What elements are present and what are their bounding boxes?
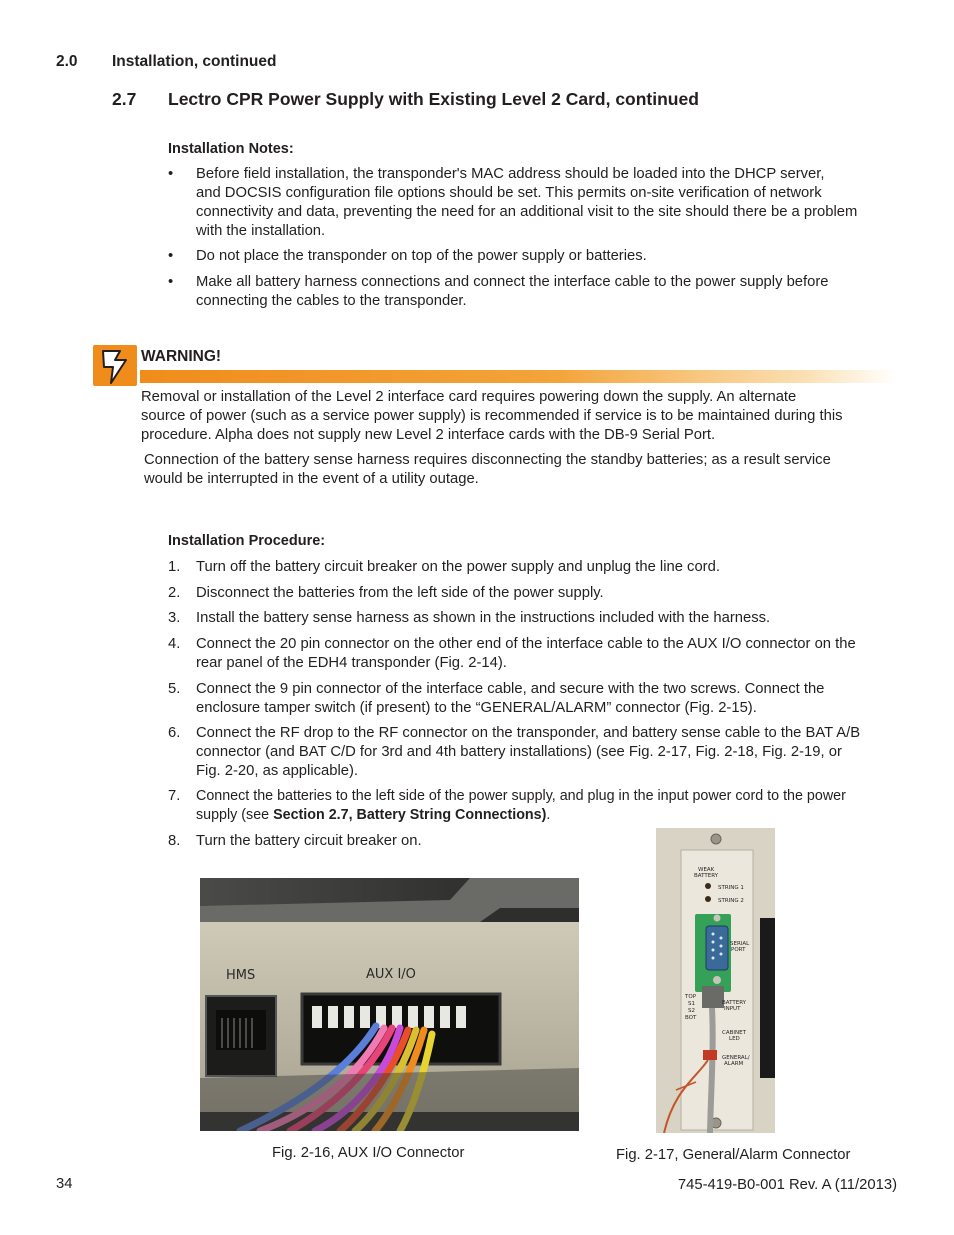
procedure-step: 4. Connect the 20 pin connector on the other end of the interface cable to the AUX I/O connector on the rear panel of the EDH4 transponder (Fig. 2-14). bbox=[168, 636, 856, 671]
hms-label: HMS bbox=[226, 968, 256, 983]
note-text: Do not place the transponder on top of the power supply or batteries. bbox=[196, 248, 647, 264]
subsection-title: Lectro CPR Power Supply with Existing Level 2 Card, continued bbox=[168, 89, 699, 109]
procedure-heading: Installation Procedure: bbox=[168, 533, 326, 549]
procedure-step: 2. Disconnect the batteries from the left side of the power supply. bbox=[168, 585, 604, 601]
figure-caption: Fig. 2-16, AUX I/O Connector bbox=[272, 1145, 465, 1161]
notes-heading: Installation Notes: bbox=[168, 141, 294, 157]
lightning-warning-icon bbox=[93, 345, 137, 386]
warning-paragraph: Connection of the battery sense harness requires disconnecting the standby batteries; as a result service would be interrupted in the event of a utility outage. bbox=[144, 452, 831, 487]
procedure-step: 3. Install the battery sense harness as shown in the instructions included with the harness. bbox=[168, 610, 771, 626]
bullet: • bbox=[168, 274, 174, 290]
procedure-step: 7. Connect the batteries to the left side of the power supply, and plug in the input power cord to the power supply (see Section 2.7, Battery String Connections). bbox=[168, 788, 846, 823]
procedure-step: 8. Turn the battery circuit breaker on. bbox=[168, 833, 422, 849]
string2-label: STRING 2 bbox=[718, 898, 744, 904]
section-number: 2.0 bbox=[56, 53, 78, 70]
bullet: • bbox=[168, 166, 174, 182]
procedure-step: 5. Connect the 9 pin connector of the interface cable, and secure with the two screws. Connect the enclosure tamper switch (if present) to the “GENERAL/ALARM” connector (Fig. 2-15). bbox=[168, 681, 825, 716]
s1-label: S1 bbox=[688, 1001, 695, 1007]
section-title: Installation, continued bbox=[112, 53, 277, 70]
general-alarm-photo bbox=[656, 828, 775, 1133]
warning-paragraph: Removal or installation of the Level 2 interface card requires powering down the supply. An alternate source of power (such as a service power supply) is recommended if service is to be maintained during this procedure. Alpha does not supply new Level 2 interface cards with the DB-9 Serial Port. bbox=[141, 389, 843, 443]
weak-label: WEAK bbox=[698, 867, 715, 873]
list-item bbox=[168, 165, 908, 241]
battery-label: BATTERY bbox=[694, 873, 719, 879]
input-label: INPUT bbox=[724, 1006, 741, 1012]
battery-input-label: BATTERY bbox=[722, 1000, 747, 1006]
s2-label: S2 bbox=[688, 1008, 695, 1014]
string1-label: STRING 1 bbox=[718, 885, 744, 891]
section-reference: Section 2.7, Battery String Connections) bbox=[273, 807, 547, 823]
figure-caption: Fig. 2-17, General/Alarm Connector bbox=[616, 1147, 851, 1163]
warning-title: WARNING! bbox=[141, 348, 222, 365]
port-label: PORT bbox=[731, 947, 746, 953]
cabinet-label: CABINET bbox=[722, 1030, 746, 1036]
procedure-step: 1. Turn off the battery circuit breaker on the power supply and unplug the line cord. bbox=[168, 559, 720, 575]
list-item bbox=[168, 247, 908, 266]
alarm-label: ALARM bbox=[724, 1061, 744, 1067]
aux-io-label: AUX I/O bbox=[366, 967, 416, 982]
warning-rule bbox=[140, 370, 896, 383]
bullet: • bbox=[168, 248, 174, 264]
bot-label: BOT bbox=[685, 1015, 697, 1021]
note-text: Before field installation, the transponder's MAC address should be loaded into the DHCP server, and DOCSIS configuration file options should be set. This permits on-site verification of network connectivity and data, preventing the need for an additional visit to the site should there be a problem with the installation. bbox=[196, 166, 858, 239]
general-label: GENERAL/ bbox=[722, 1055, 750, 1061]
subsection-number: 2.7 bbox=[112, 89, 137, 109]
document-id: 745-419-B0-001 Rev. A (11/2013) bbox=[677, 1177, 897, 1193]
procedure-step: 6. Connect the RF drop to the RF connector on the transponder, and battery sense cable to the BAT A/B connector (and BAT C/D for 3rd and 4th battery installations) (see Fig. 2-17, Fig. 2-18, Fig. 2-19, or Fig. 2-20, as applicable). bbox=[168, 725, 861, 779]
serial-label: SERIAL bbox=[730, 941, 750, 947]
note-text: Make all battery harness connections and connect the interface cable to the power supply before connecting the cables to the transponder. bbox=[196, 274, 829, 309]
led-label: LED bbox=[729, 1036, 740, 1042]
top-label: TOP bbox=[685, 994, 697, 1000]
page-number: 34 bbox=[56, 1176, 73, 1192]
aux-io-photo bbox=[200, 878, 579, 1131]
list-item bbox=[168, 273, 908, 311]
